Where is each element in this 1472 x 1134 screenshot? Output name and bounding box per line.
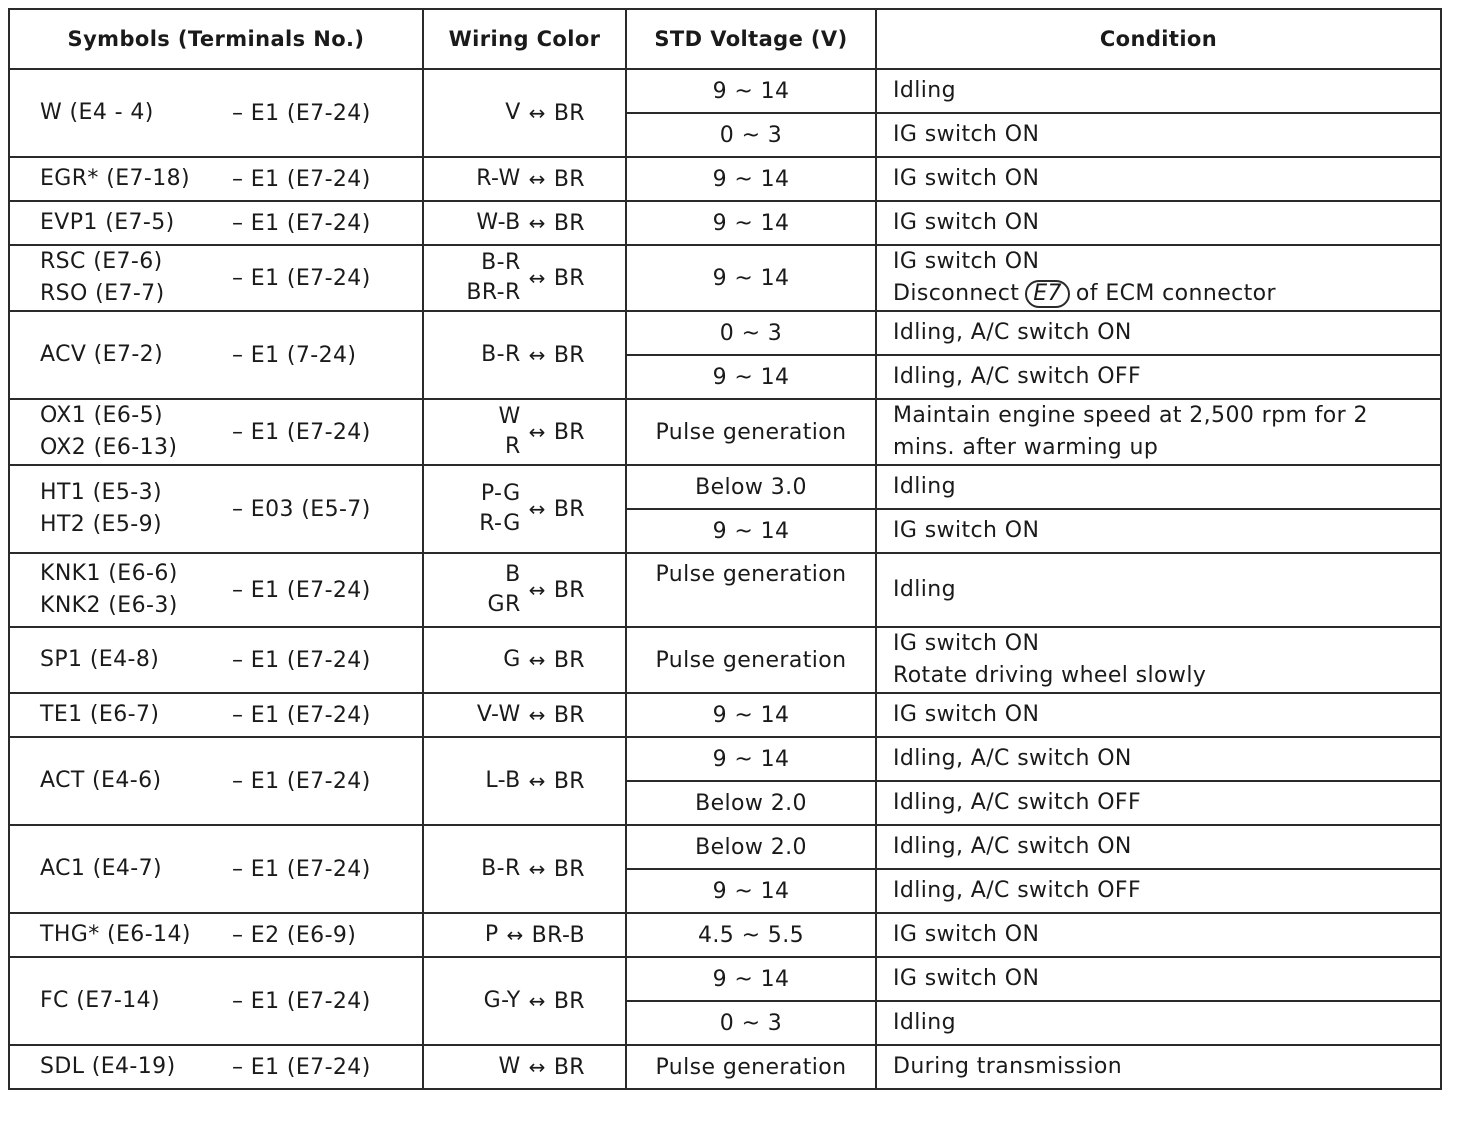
ground-terminal: – E1 (E7-24) — [232, 166, 371, 192]
header-row — [9, 9, 1441, 69]
ground-color: BR — [553, 342, 585, 368]
condition-text: mins. after warming up — [893, 435, 1159, 460]
ground-terminal: – E03 (E5-7) — [232, 496, 371, 522]
wiring-color-cell — [423, 737, 626, 825]
std-voltage-cell: Below 3.0 — [626, 465, 876, 509]
wire-colors — [485, 920, 499, 950]
condition-text: IG switch ON — [893, 122, 1040, 147]
condition-text: Idling — [893, 78, 956, 103]
symbols-cell — [9, 913, 423, 957]
ground-color: BR — [553, 419, 585, 445]
wire-color: BR-R — [466, 280, 521, 305]
condition-text: Idling, A/C switch ON — [893, 834, 1132, 859]
symbols-cell — [9, 311, 423, 399]
terminal-names — [40, 207, 230, 239]
wiring-color-cell — [423, 693, 626, 737]
condition-cell — [876, 201, 1441, 245]
wire-color: W-B — [476, 210, 521, 235]
symbols-cell — [9, 69, 423, 157]
arrow-icon: ↔ — [528, 343, 546, 367]
wire-color: W — [498, 1054, 521, 1079]
ground-terminal: – E1 (E7-24) — [232, 647, 371, 673]
wiring-box — [424, 854, 625, 884]
ground-color: BR — [553, 856, 585, 882]
terminal-symbol: TE1 (E6-7) — [40, 702, 160, 727]
wire-color: W — [498, 404, 521, 429]
symbols-box — [10, 699, 422, 731]
symbols-cell — [9, 825, 423, 913]
wire-colors — [498, 1052, 520, 1082]
condition-cell — [876, 355, 1441, 399]
symbols-cell — [9, 1045, 423, 1089]
wiring-box — [424, 340, 625, 370]
table-row — [9, 1045, 1441, 1089]
condition-text: Idling, A/C switch ON — [893, 746, 1132, 771]
terminal-names — [40, 765, 230, 797]
wiring-color-cell — [423, 465, 626, 553]
symbols-box — [10, 985, 422, 1017]
condition-cell — [876, 553, 1441, 627]
std-voltage-cell: Pulse generation — [626, 399, 876, 465]
std-voltage-cell: Below 2.0 — [626, 781, 876, 825]
ground-color: BR — [553, 768, 585, 794]
arrow-icon: ↔ — [528, 497, 546, 521]
wire-colors — [484, 986, 521, 1016]
wiring-color-cell — [423, 553, 626, 627]
ground-terminal: – E1 (E7-24) — [232, 856, 371, 882]
ground-terminal: – E1 (7-24) — [232, 342, 357, 368]
table-row — [9, 913, 1441, 957]
condition-cell — [876, 627, 1441, 693]
ground-color: BR — [553, 210, 585, 236]
wire-colors — [498, 402, 520, 462]
std-voltage-cell: 9 ~ 14 — [626, 355, 876, 399]
arrow-icon: ↔ — [528, 1055, 546, 1079]
std-voltage-cell: Pulse generation — [626, 1045, 876, 1089]
wiring-color-cell — [423, 1045, 626, 1089]
terminal-names — [40, 985, 230, 1017]
table-row — [9, 399, 1441, 465]
condition-text: IG switch ON — [893, 249, 1040, 274]
wire-colors — [479, 479, 520, 539]
wiring-box — [424, 645, 625, 675]
condition-cell — [876, 399, 1441, 465]
terminal-names — [40, 246, 230, 310]
wiring-color-cell — [423, 201, 626, 245]
std-voltage-cell: 9 ~ 14 — [626, 957, 876, 1001]
arrow-icon: ↔ — [528, 211, 546, 235]
wiring-box — [424, 208, 625, 238]
ground-color: BR — [553, 988, 585, 1014]
arrow-icon: ↔ — [528, 769, 546, 793]
terminal-symbol: ACV (E7-2) — [40, 342, 164, 367]
table-body — [9, 69, 1441, 1089]
wiring-box — [424, 986, 625, 1016]
wire-colors — [488, 560, 521, 620]
std-voltage-cell: Pulse generation — [626, 627, 876, 693]
wire-colors — [476, 164, 520, 194]
symbols-box — [10, 400, 422, 464]
ground-terminal: – E1 (E7-24) — [232, 265, 371, 291]
terminal-symbol: EGR* (E7-18) — [40, 166, 191, 191]
terminal-names — [40, 400, 230, 464]
terminal-symbol: W (E4 - 4) — [40, 100, 154, 125]
ground-color: BR — [553, 166, 585, 192]
condition-text: IG switch ON — [893, 922, 1040, 947]
condition-cell — [876, 311, 1441, 355]
std-voltage-cell: 9 ~ 14 — [626, 737, 876, 781]
symbols-cell — [9, 693, 423, 737]
table-row — [9, 553, 1441, 627]
wiring-color-cell — [423, 825, 626, 913]
wiring-box — [424, 1052, 625, 1082]
ground-terminal: – E1 (E7-24) — [232, 768, 371, 794]
std-voltage-cell: 9 ~ 14 — [626, 509, 876, 553]
condition-text: Idling, A/C switch ON — [893, 320, 1132, 345]
arrow-icon: ↔ — [528, 857, 546, 881]
symbols-cell — [9, 245, 423, 311]
std-voltage-cell: 9 ~ 14 — [626, 157, 876, 201]
condition-prefix: Disconnect — [893, 281, 1020, 306]
std-voltage-cell: 9 ~ 14 — [626, 201, 876, 245]
symbols-cell — [9, 157, 423, 201]
header-symbols: Symbols (Terminals No.) — [9, 9, 423, 69]
arrow-icon: ↔ — [528, 266, 546, 290]
condition-cell — [876, 913, 1441, 957]
symbols-box — [10, 339, 422, 371]
wire-color: V-W — [476, 702, 521, 727]
arrow-icon: ↔ — [528, 989, 546, 1013]
table-row — [9, 825, 1441, 869]
ground-color: BR-B — [531, 922, 585, 948]
condition-text: Maintain engine speed at 2,500 rpm for 2 — [893, 403, 1368, 428]
arrow-icon: ↔ — [528, 101, 546, 125]
symbols-box — [10, 207, 422, 239]
wire-color: B-R — [481, 856, 521, 881]
symbols-box — [10, 246, 422, 310]
ground-color: BR — [553, 100, 585, 126]
header-condition: Condition — [876, 9, 1441, 69]
ground-terminal: – E1 (E7-24) — [232, 1054, 371, 1080]
symbols-cell — [9, 465, 423, 553]
wiring-color-cell — [423, 399, 626, 465]
condition-cell — [876, 825, 1441, 869]
terminal-names — [40, 97, 230, 129]
arrow-icon: ↔ — [528, 578, 546, 602]
wiring-box — [424, 164, 625, 194]
condition-text: Idling — [893, 577, 956, 602]
condition-cell — [876, 245, 1441, 311]
condition-text: Idling, A/C switch OFF — [893, 790, 1142, 815]
wire-color: P-G — [480, 481, 521, 506]
terminal-symbol: ACT (E4-6) — [40, 768, 162, 793]
table-row — [9, 465, 1441, 509]
condition-cell — [876, 113, 1441, 157]
condition-text: IG switch ON — [893, 966, 1040, 991]
wiring-box — [424, 700, 625, 730]
symbols-box — [10, 765, 422, 797]
std-voltage-cell: 9 ~ 14 — [626, 693, 876, 737]
wiring-box — [424, 98, 625, 128]
terminal-names — [40, 477, 230, 541]
condition-text — [893, 278, 1440, 310]
wire-color: B — [505, 562, 521, 587]
wire-colors — [503, 645, 520, 675]
terminal-symbol: KNK1 (E6-6) — [40, 561, 178, 586]
wiring-color-cell — [423, 311, 626, 399]
terminal-names — [40, 853, 230, 885]
wire-color: G — [503, 647, 521, 672]
condition-text: Idling — [893, 1010, 956, 1035]
terminal-symbol: RSC (E7-6) — [40, 249, 163, 274]
wire-color: G-Y — [483, 988, 521, 1013]
condition-text: Idling — [893, 474, 956, 499]
std-voltage-cell: 0 ~ 3 — [626, 1001, 876, 1045]
wire-colors — [466, 248, 520, 308]
terminal-names — [40, 163, 230, 195]
terminal-voltage-table — [8, 8, 1442, 1090]
std-voltage-cell: Pulse generation — [626, 553, 876, 627]
wiring-color-cell — [423, 913, 626, 957]
symbols-box — [10, 163, 422, 195]
ground-color: BR — [553, 647, 585, 673]
symbols-box — [10, 558, 422, 622]
terminal-names — [40, 644, 230, 676]
wiring-box — [424, 766, 625, 796]
ground-terminal: – E1 (E7-24) — [232, 702, 371, 728]
wire-color: B-R — [481, 342, 521, 367]
terminal-names — [40, 699, 230, 731]
wiring-color-cell — [423, 157, 626, 201]
terminal-symbol: EVP1 (E7-5) — [40, 210, 175, 235]
condition-cell — [876, 157, 1441, 201]
std-voltage-cell: 9 ~ 14 — [626, 245, 876, 311]
std-voltage-cell: 4.5 ~ 5.5 — [626, 913, 876, 957]
symbols-box — [10, 97, 422, 129]
symbols-box — [10, 477, 422, 541]
condition-cell — [876, 781, 1441, 825]
wire-color: L-B — [485, 768, 521, 793]
std-voltage-cell: Below 2.0 — [626, 825, 876, 869]
wire-color: GR — [487, 592, 521, 617]
symbols-cell — [9, 737, 423, 825]
arrow-icon: ↔ — [528, 420, 546, 444]
table-row — [9, 737, 1441, 781]
condition-text: During transmission — [893, 1054, 1123, 1079]
condition-cell — [876, 509, 1441, 553]
table-row — [9, 957, 1441, 1001]
wiring-color-cell — [423, 69, 626, 157]
wiring-box — [424, 479, 625, 539]
ground-terminal: – E2 (E6-9) — [232, 922, 357, 948]
condition-text: IG switch ON — [893, 631, 1040, 656]
wiring-box — [424, 248, 625, 308]
table-row — [9, 693, 1441, 737]
ground-color: BR — [553, 702, 585, 728]
wire-colors — [481, 854, 521, 884]
wire-colors — [505, 98, 520, 128]
terminal-symbol: KNK2 (E6-3) — [40, 593, 178, 618]
wire-color: R-G — [479, 511, 521, 536]
condition-cell — [876, 69, 1441, 113]
wiring-box — [424, 402, 625, 462]
symbols-cell — [9, 399, 423, 465]
terminal-names — [40, 1051, 230, 1083]
symbols-box — [10, 1051, 422, 1083]
terminal-symbol: HT2 (E5-9) — [40, 512, 162, 537]
terminal-symbol: RSO (E7-7) — [40, 281, 165, 306]
condition-cell — [876, 693, 1441, 737]
wiring-color-cell — [423, 957, 626, 1045]
arrow-icon: ↔ — [528, 648, 546, 672]
table-row — [9, 311, 1441, 355]
wire-colors — [476, 208, 520, 238]
terminal-symbol: FC (E7-14) — [40, 988, 161, 1013]
condition-text: Rotate driving wheel slowly — [893, 663, 1207, 688]
wire-color: R-W — [476, 166, 521, 191]
arrow-icon: ↔ — [528, 703, 546, 727]
symbols-cell — [9, 627, 423, 693]
wiring-box — [424, 920, 625, 950]
ground-terminal: – E1 (E7-24) — [232, 210, 371, 236]
terminal-names — [40, 339, 230, 371]
condition-cell — [876, 957, 1441, 1001]
symbols-box — [10, 644, 422, 676]
table-row — [9, 69, 1441, 113]
condition-text: IG switch ON — [893, 518, 1040, 543]
terminal-symbol: OX2 (E6-13) — [40, 435, 178, 460]
header-wiring-color: Wiring Color — [423, 9, 626, 69]
terminal-symbol: SP1 (E4-8) — [40, 647, 160, 672]
terminal-names — [40, 919, 230, 951]
table-row — [9, 627, 1441, 693]
wire-color: B-R — [481, 250, 521, 275]
condition-cell — [876, 1001, 1441, 1045]
symbols-box — [10, 853, 422, 885]
wire-color: R — [504, 434, 521, 459]
terminal-symbol: THG* (E6-14) — [40, 922, 191, 947]
wire-color: V — [505, 100, 521, 125]
symbols-box — [10, 919, 422, 951]
terminal-symbol: AC1 (E4-7) — [40, 856, 163, 881]
wire-colors — [481, 340, 521, 370]
condition-suffix: of ECM connector — [1075, 281, 1276, 306]
ground-color: BR — [553, 496, 585, 522]
wiring-box — [424, 560, 625, 620]
condition-text: IG switch ON — [893, 210, 1040, 235]
table-row — [9, 245, 1441, 311]
std-voltage-cell: 0 ~ 3 — [626, 311, 876, 355]
condition-text: IG switch ON — [893, 166, 1040, 191]
ground-terminal: – E1 (E7-24) — [232, 988, 371, 1014]
std-voltage-cell: 0 ~ 3 — [626, 113, 876, 157]
connector-badge: E7 — [1025, 280, 1070, 308]
terminal-names — [40, 558, 230, 622]
header-std-voltage: STD Voltage (V) — [626, 9, 876, 69]
symbols-cell — [9, 201, 423, 245]
condition-text: IG switch ON — [893, 702, 1040, 727]
condition-cell — [876, 869, 1441, 913]
table-row — [9, 201, 1441, 245]
ground-color: BR — [553, 1054, 585, 1080]
condition-cell — [876, 465, 1441, 509]
terminal-symbol: SDL (E4-19) — [40, 1054, 176, 1079]
table-row — [9, 157, 1441, 201]
terminal-symbol: HT1 (E5-3) — [40, 480, 162, 505]
ground-terminal: – E1 (E7-24) — [232, 100, 371, 126]
wiring-color-cell — [423, 627, 626, 693]
ground-color: BR — [553, 265, 585, 291]
arrow-icon: ↔ — [506, 923, 524, 947]
symbols-cell — [9, 553, 423, 627]
terminal-symbol: OX1 (E6-5) — [40, 403, 163, 428]
condition-text: Idling, A/C switch OFF — [893, 878, 1142, 903]
condition-cell — [876, 1045, 1441, 1089]
condition-cell — [876, 737, 1441, 781]
condition-text: Idling, A/C switch OFF — [893, 364, 1142, 389]
symbols-cell — [9, 957, 423, 1045]
arrow-icon: ↔ — [528, 167, 546, 191]
std-voltage-cell: 9 ~ 14 — [626, 69, 876, 113]
ground-terminal: – E1 (E7-24) — [232, 577, 371, 603]
std-voltage-cell: 9 ~ 14 — [626, 869, 876, 913]
wire-colors — [485, 766, 520, 796]
ground-terminal: – E1 (E7-24) — [232, 419, 371, 445]
wiring-color-cell — [423, 245, 626, 311]
wire-colors — [477, 700, 521, 730]
wire-color: P — [484, 922, 499, 947]
ground-color: BR — [553, 577, 585, 603]
